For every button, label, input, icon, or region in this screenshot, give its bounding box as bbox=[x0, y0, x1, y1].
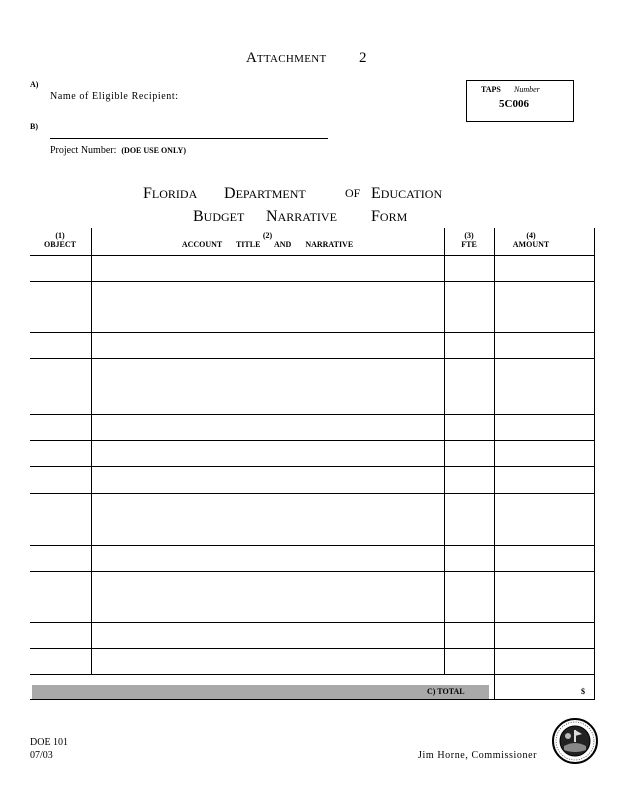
total-label: C) TOTAL bbox=[427, 687, 465, 696]
eligible-recipient-label: Name of Eligible Recipient: bbox=[50, 91, 179, 102]
recipient-name-field[interactable] bbox=[50, 138, 328, 139]
title-word-education: EDUCATION bbox=[371, 185, 443, 202]
table-row-divider bbox=[30, 358, 594, 359]
taps-number-label: Number bbox=[514, 85, 540, 94]
total-row-bar bbox=[32, 685, 489, 699]
table-row-divider bbox=[30, 281, 594, 282]
attachment-number: 2 bbox=[359, 50, 367, 66]
table-row-divider bbox=[30, 414, 594, 415]
attachment-title-cap: A bbox=[246, 50, 257, 66]
title-word-budget: BUDGET bbox=[193, 208, 245, 225]
table-row-divider bbox=[30, 622, 594, 623]
table-row-divider bbox=[30, 493, 594, 494]
section-b-label: B) bbox=[30, 122, 38, 131]
total-column-divider bbox=[494, 674, 495, 700]
title-word-of: OF bbox=[345, 186, 361, 200]
taps-number-value: 5C006 bbox=[499, 98, 529, 110]
col-header-object: (1) OBJECT bbox=[43, 231, 76, 249]
section-a-label: A) bbox=[30, 80, 39, 89]
col-header-amount: (4) AMOUNT bbox=[512, 231, 550, 249]
title-word-department: DEPARTMENT bbox=[224, 185, 306, 202]
table-row-divider bbox=[30, 545, 594, 546]
attachment-title-rest: TTACHMENT bbox=[256, 53, 327, 65]
table-row-divider bbox=[30, 571, 594, 572]
table-right-border bbox=[594, 228, 595, 700]
table-row-divider bbox=[30, 466, 594, 467]
form-date: 07/03 bbox=[30, 750, 53, 761]
table-row-divider bbox=[30, 440, 594, 441]
taps-label: TAPS bbox=[481, 85, 501, 94]
table-column-divider bbox=[91, 228, 92, 674]
doe-use-only-note: (DOE USE ONLY) bbox=[121, 146, 186, 155]
title-word-florida: FLORIDA bbox=[143, 185, 198, 202]
table-row-divider bbox=[30, 255, 594, 256]
commissioner-signature: Jim Horne, Commissioner bbox=[418, 750, 538, 761]
table-column-divider bbox=[444, 228, 445, 674]
form-identifier bbox=[30, 736, 68, 762]
project-number-row bbox=[50, 145, 186, 156]
table-bottom-border bbox=[30, 699, 594, 700]
form-code: DOE 101 bbox=[30, 737, 69, 748]
project-number-label: Project Number: bbox=[50, 145, 117, 156]
table-row-divider bbox=[30, 332, 594, 333]
title-word-form: FORM bbox=[371, 208, 408, 225]
table-row-divider bbox=[30, 648, 594, 649]
table-column-divider bbox=[494, 228, 495, 674]
state-seal-icon bbox=[552, 718, 598, 764]
title-word-narrative: NARRATIVE bbox=[266, 208, 337, 225]
col-header-narrative: (2) ACCOUNT TITLE AND NARRATIVE bbox=[181, 231, 354, 249]
col-header-fte: (3) FTE bbox=[461, 231, 477, 249]
total-currency: $ bbox=[581, 687, 585, 696]
attachment-title bbox=[246, 50, 327, 67]
table-row-divider bbox=[30, 674, 594, 675]
